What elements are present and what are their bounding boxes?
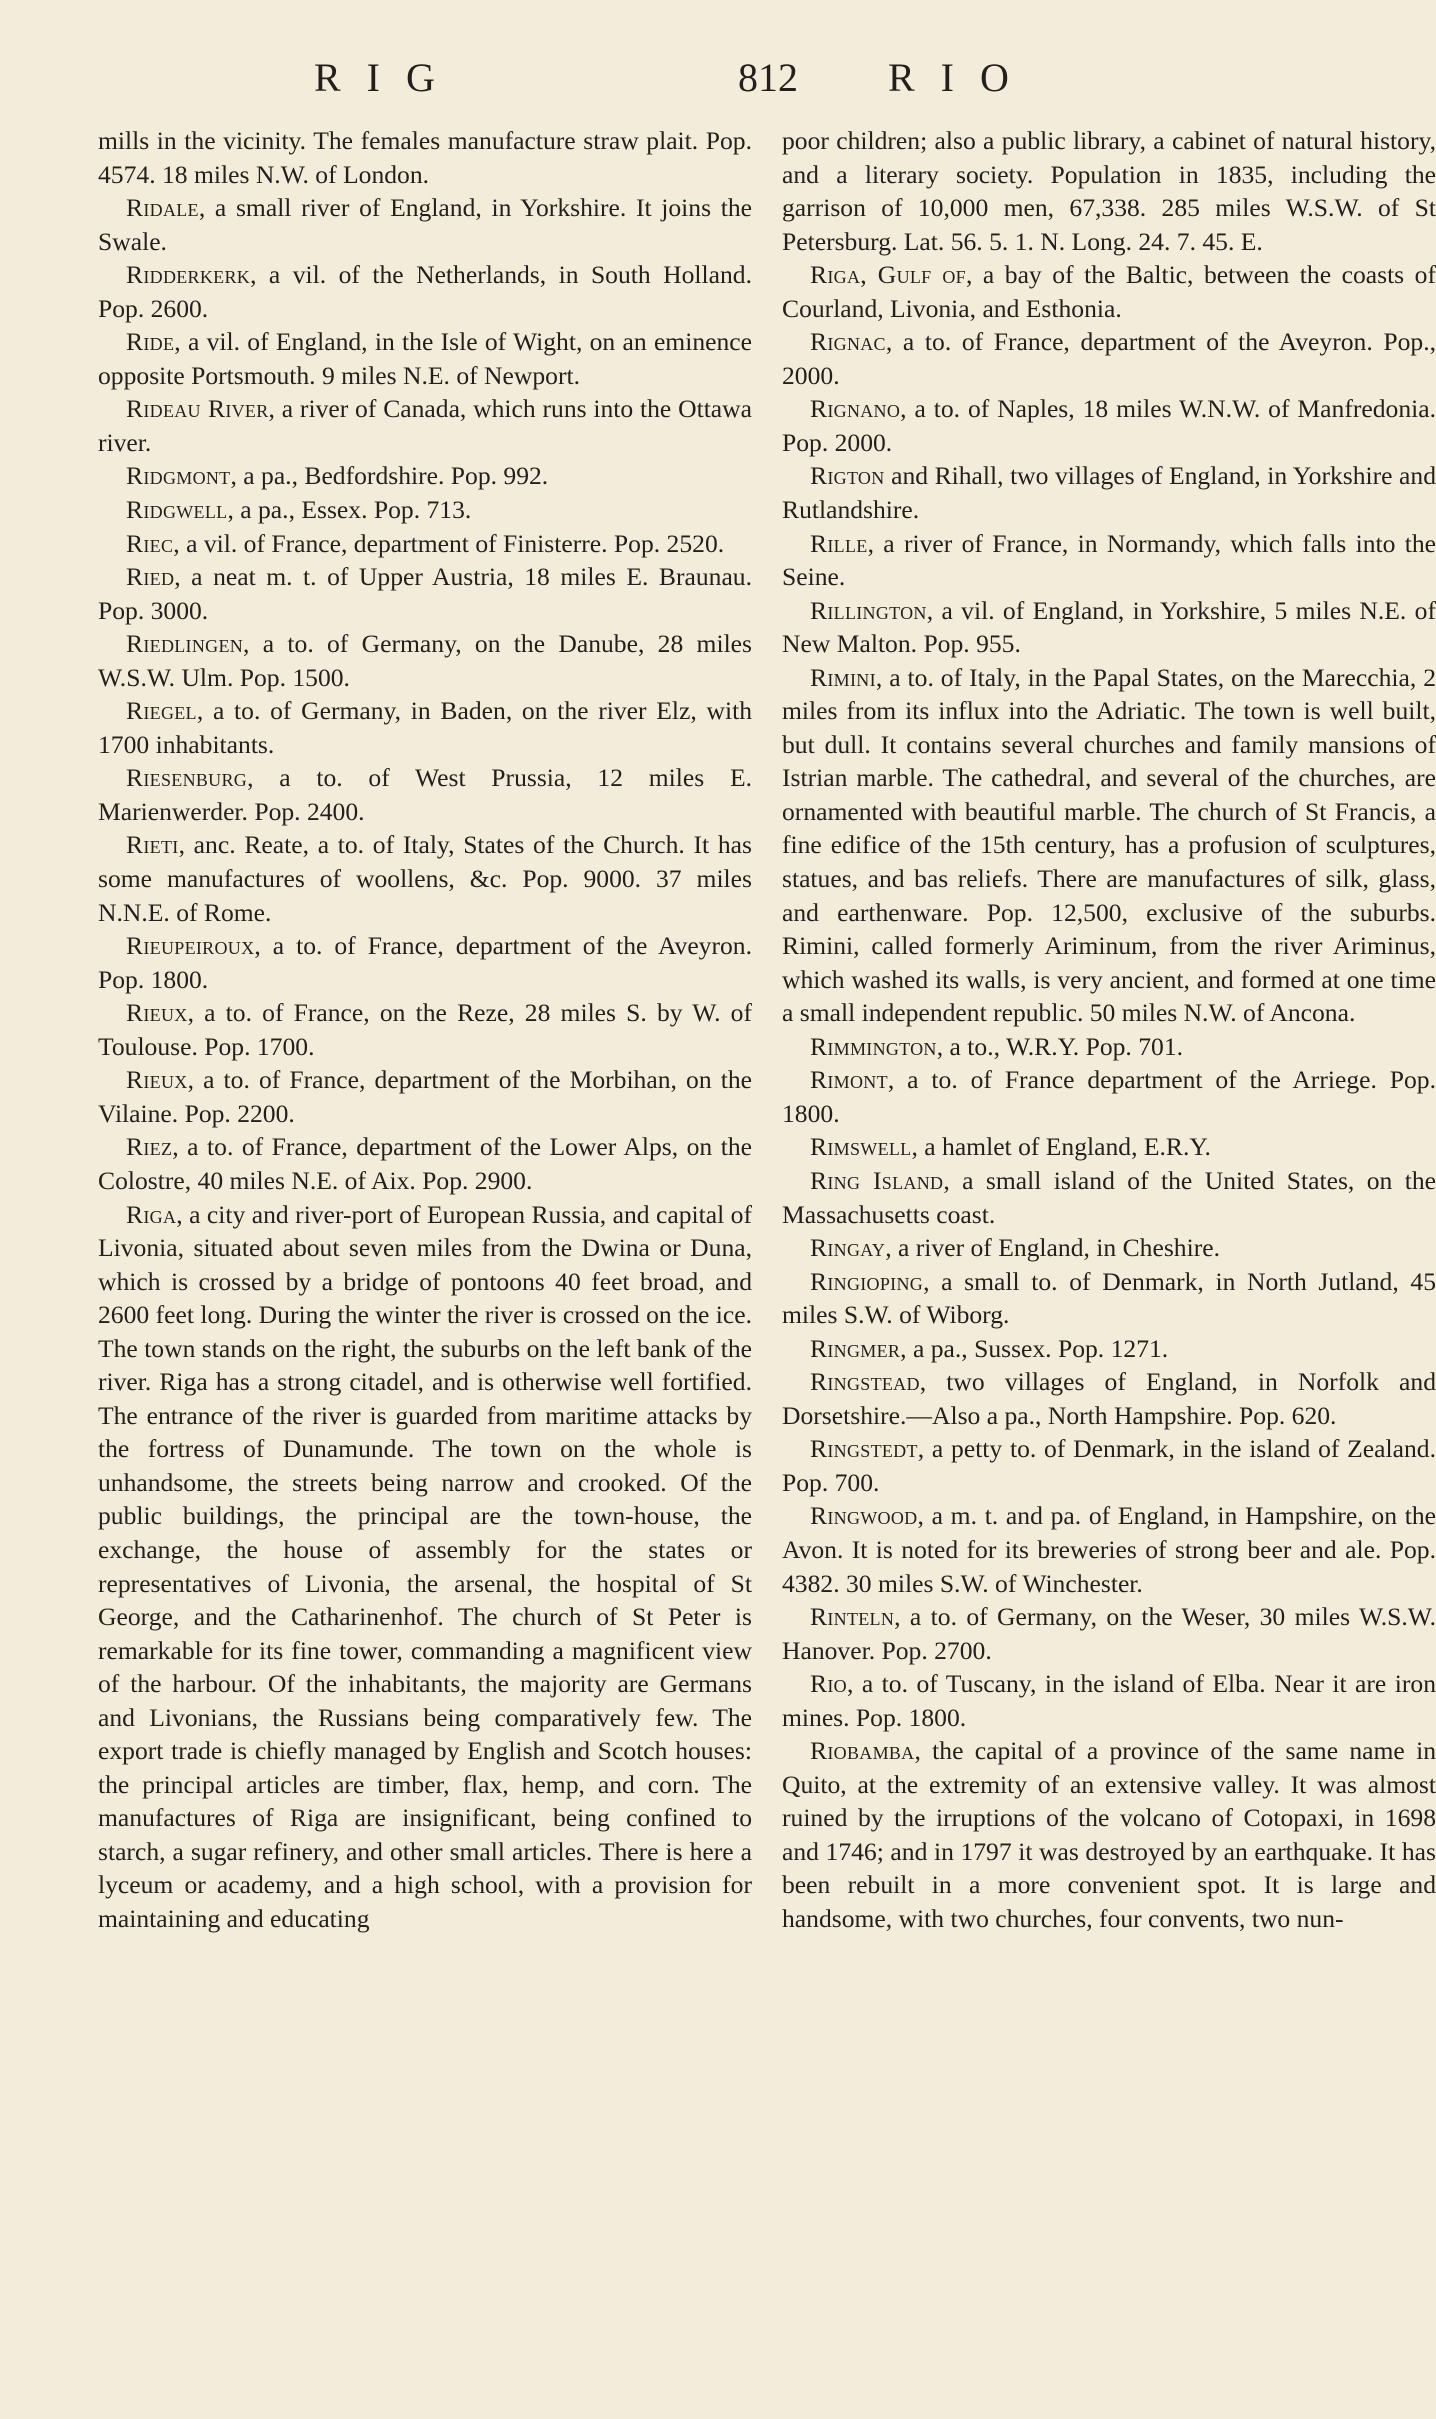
entry-headword: Ridale	[126, 193, 199, 223]
entry-headword: Riedlingen	[126, 629, 244, 659]
gazetteer-entry	[98, 1198, 752, 1936]
gazetteer-entry	[98, 929, 752, 996]
gazetteer-entry	[98, 258, 752, 325]
entry-headword: Ridderkerk	[126, 260, 251, 290]
entry-text: , a river of France, in Normandy, which falls into the Seine.	[782, 528, 1436, 592]
entry-headword: Ringstead	[810, 1367, 920, 1397]
entry-text: , a small river of England, in Yorkshire. It joins the Swale.	[98, 193, 752, 256]
gazetteer-entry	[98, 191, 752, 258]
entry-text: mills in the vicinity. The females manufacture straw plait. Pop. 4574. 18 miles N.W. of London.	[98, 126, 752, 189]
gazetteer-entry	[782, 258, 1436, 325]
gazetteer-entry	[782, 1231, 1436, 1265]
entry-text: , a vil. of England, in the Isle of Wight, on an eminence opposite Portsmouth. 9 miles N.E. of Newport.	[98, 327, 752, 390]
entry-headword: Rieux	[126, 1065, 188, 1095]
entry-text: , a hamlet of England, E.R.Y.	[911, 1132, 1211, 1162]
gazetteer-entry	[782, 1734, 1436, 1935]
entry-text: , a to. of Germany, on the Weser, 30 miles W.S.W. Hanover. Pop. 2700.	[782, 1602, 1436, 1665]
gazetteer-entry	[98, 493, 752, 527]
entry-headword: Rio	[810, 1669, 847, 1699]
entry-text: , a vil. of France, department of Finisterre. Pop. 2520.	[173, 528, 725, 558]
running-header	[96, 54, 1436, 114]
entry-headword: Ringioping	[810, 1266, 924, 1296]
gazetteer-entry	[782, 1265, 1436, 1332]
gazetteer-entry	[782, 1600, 1436, 1667]
entry-headword: Ringay	[810, 1233, 886, 1263]
gazetteer-entry	[782, 392, 1436, 459]
entry-text: , anc. Reate, a to. of Italy, States of the Church. It has some manufactures of woollens, &c. Pop. 9000. 37 miles N.N.E. of Rome.	[98, 830, 752, 927]
entry-headword: Ride	[126, 327, 175, 357]
entry-text: , a vil. of the Netherlands, in South Holland. Pop. 2600.	[98, 260, 752, 323]
gazetteer-entry	[98, 527, 752, 561]
gazetteer-entry	[782, 1667, 1436, 1734]
entry-text: and Rihall, two villages of England, in Yorkshire and Rutlandshire.	[782, 461, 1436, 525]
entry-text: , two villages of England, in Norfolk and Dorsetshire.—Also a pa., North Hampshire. Pop. 620.	[782, 1367, 1436, 1430]
entry-headword: Rieupeiroux	[126, 931, 255, 961]
gazetteer-entry	[782, 1332, 1436, 1366]
entry-headword: Riegel	[126, 696, 197, 726]
gazetteer-entry	[98, 459, 752, 493]
gazetteer-entry	[782, 1164, 1436, 1231]
entry-headword: Ridgwell	[126, 495, 228, 525]
entry-text: , a small island of the United States, on the Massachusetts coast.	[782, 1165, 1436, 1229]
gazetteer-entry	[782, 1063, 1436, 1130]
entry-text: , a river of England, in Cheshire.	[885, 1233, 1220, 1263]
entry-text: , a to. of Tuscany, in the island of Elba. Near it are iron mines. Pop. 1800.	[782, 1669, 1436, 1732]
entry-text: , a pa., Sussex. Pop. 1271.	[900, 1333, 1169, 1363]
gazetteer-entry	[98, 560, 752, 627]
gazetteer-entry	[98, 325, 752, 392]
header-right-guide-word: RIO	[888, 55, 1035, 100]
gazetteer-entry	[782, 124, 1436, 258]
entry-text: , a river of Canada, which runs into the Ottawa river.	[98, 394, 753, 457]
entry-headword: Riec	[126, 528, 174, 558]
entry-headword: Riez	[126, 1132, 173, 1162]
header-left-guide-word: RIG	[314, 55, 461, 100]
left-column	[98, 124, 752, 1936]
entry-headword: Ried	[126, 562, 175, 592]
entry-text: , a pa., Bedfordshire. Pop. 992.	[230, 461, 549, 491]
entry-headword: Rignano	[810, 394, 901, 424]
gazetteer-entry	[98, 124, 752, 191]
entry-text: , a petty to. of Denmark, in the island of Zealand. Pop. 700.	[782, 1434, 1436, 1497]
entry-text: , the capital of a province of the same name in Quito, at the extremity of an extensive valley. It was almost ruined by the irruptions of the volcano of Cotopaxi, in 1698 and 1746; and in 1797 it was destroyed by an earthquake. It has been rebuilt in a more convenient spot. It is large and handsome, with two churches, four convents, two nun-	[782, 1736, 1436, 1933]
entry-text: , a pa., Essex. Pop. 713.	[227, 495, 472, 525]
gazetteer-entry	[98, 1130, 752, 1197]
entry-text: , a to. of France department of the Arriege. Pop. 1800.	[782, 1065, 1436, 1128]
gazetteer-entry	[782, 1499, 1436, 1600]
entry-headword: Ringstedt	[810, 1434, 918, 1464]
entry-text: , a to. of France, department of the Morbihan, on the Vilaine. Pop. 2200.	[98, 1065, 752, 1128]
gazetteer-entry	[782, 527, 1436, 594]
entry-headword: Rieux	[126, 998, 188, 1028]
entry-text: , a vil. of England, in Yorkshire, 5 miles N.E. of New Malton. Pop. 955.	[782, 595, 1436, 659]
gazetteer-entry	[98, 996, 752, 1063]
entry-headword: Riobamba	[810, 1736, 915, 1766]
entry-headword: Rimini	[810, 662, 876, 692]
page-number: 812	[738, 55, 798, 100]
entry-text: , a to. of France, on the Reze, 28 miles S. by W. of Toulouse. Pop. 1700.	[98, 998, 752, 1061]
gazetteer-entry	[782, 1365, 1436, 1432]
gazetteer-entry	[782, 325, 1436, 392]
gazetteer-entry	[782, 1130, 1436, 1164]
entry-headword: Riga	[126, 1199, 177, 1229]
entry-headword: Rignac	[810, 327, 886, 357]
gazetteer-entry	[98, 761, 752, 828]
entry-text: , a to. of France, department of the Aveyron. Pop., 2000.	[782, 327, 1436, 390]
gazetteer-entry	[782, 594, 1436, 661]
entry-headword: Rillington	[810, 595, 927, 625]
entry-headword: Ring Island	[810, 1165, 944, 1195]
gazetteer-entry	[98, 694, 752, 761]
gazetteer-entry	[98, 392, 752, 459]
entry-headword: Riga, Gulf of	[810, 260, 966, 290]
gazetteer-entry	[782, 1030, 1436, 1064]
entry-text: , a to. of France, department of the Aveyron. Pop. 1800.	[98, 931, 752, 994]
entry-text: , a to. of France, department of the Lower Alps, on the Colostre, 40 miles N.E. of Aix. Pop. 2900.	[98, 1132, 752, 1195]
entry-text: , a m. t. and pa. of England, in Hampshire, on the Avon. It is noted for its breweries of strong beer and ale. Pop. 4382. 30 miles S.W. of Winchester.	[782, 1501, 1436, 1598]
entry-text: , a city and river-port of European Russia, and capital of Livonia, situated about seven miles from the Dwina or Duna, which is crossed by a bridge of pontoons 40 feet broad, and 2600 feet long. During the winter the river is crossed on the ice. The town stands on the right, the suburbs on the left bank of the river. Riga has a strong citadel, and is otherwise well fortified. The entrance of the river is guarded from maritime attacks by the fortress of Dunamunde. The town on the whole is unhandsome, the streets being narrow and crooked. Of the public buildings, the principal are the town-house, the exchange, the house of assembly for the states or representatives of Livonia, the arsenal, the hospital of St George, and the Catharinenhof. The church of St Peter is remarkable for its fine tower, commanding a magnificent view of the harbour. Of the inhabitants, the majority are Germans and Livonians, the Russians being comparatively few. The export trade is chiefly managed by English and Scotch houses: the principal articles are timber, flax, hemp, and corn. The manufactures of Riga are insignificant, being confined to starch, a sugar refinery, and other small articles. There is here a lyceum or academy, and a high school, with a provision for maintaining and educating	[98, 1199, 752, 1933]
gazetteer-entry	[98, 1063, 752, 1130]
entry-headword: Rimont	[810, 1065, 888, 1095]
entry-text: poor children; also a public library, a cabinet of natural history, and a literary society. Population in 1835, including the garrison of 10,000 men, 67,338. 285 miles W.S.W. of St Petersburg. Lat. 56. 5. 1. N. Long. 24. 7. 45. E.	[782, 126, 1436, 256]
entry-text: , a to. of Germany, in Baden, on the river Elz, with 1700 inhabitants.	[98, 696, 752, 759]
gazetteer-entry	[98, 828, 752, 929]
entry-text: , a bay of the Baltic, between the coasts of Courland, Livonia, and Esthonia.	[782, 260, 1436, 323]
entry-headword: Rinteln	[810, 1602, 895, 1632]
entry-text: , a to. of West Prussia, 12 miles E. Marienwerder. Pop. 2400.	[98, 763, 752, 826]
entry-headword: Ridgmont	[126, 461, 231, 491]
entry-headword: Ringmer	[810, 1333, 901, 1363]
entry-headword: Rigton	[810, 461, 885, 491]
entry-headword: Rideau River	[126, 394, 269, 424]
entry-text: , a small to. of Denmark, in North Jutland, 45 miles S.W. of Wiborg.	[782, 1266, 1436, 1330]
entry-text: , a to., W.R.Y. Pop. 701.	[936, 1031, 1184, 1061]
entry-text: , a to. of Germany, on the Danube, 28 miles W.S.W. Ulm. Pop. 1500.	[98, 629, 752, 692]
entry-headword: Rille	[810, 528, 868, 558]
entry-headword: Ringwood	[810, 1501, 918, 1531]
entry-text: , a to. of Naples, 18 miles W.N.W. of Manfredonia. Pop. 2000.	[782, 394, 1436, 457]
gazetteer-entry	[782, 1432, 1436, 1499]
entry-text: , a to. of Italy, in the Papal States, on the Marecchia, 2 miles from its influx into the Adriatic. The town is well built, but dull. It contains several churches and family mansions of Istrian marble. The cathedral, and several of the churches, are ornamented with beautiful marble. The church of St Francis, a fine edifice of the 15th century, has a profusion of sculptures, statues, and bas reliefs. There are manufactures of silk, glass, and earthenware. Pop. 12,500, exclusive of the suburbs. Rimini, called formerly Ariminum, from the river Ariminus, which washed its walls, is very ancient, and formed at one time a small independent republic. 50 miles N.W. of Ancona.	[782, 662, 1436, 1028]
entry-headword: Rimswell	[810, 1132, 912, 1162]
gazetteer-entry	[782, 459, 1436, 526]
gazetteer-entry	[782, 661, 1436, 1030]
entry-headword: Rieti	[126, 830, 179, 860]
gazetteer-entry	[98, 627, 752, 694]
entry-headword: Riesenburg	[126, 763, 248, 793]
right-column	[782, 124, 1436, 1936]
entry-text: , a neat m. t. of Upper Austria, 18 miles E. Braunau. Pop. 3000.	[98, 562, 752, 625]
entry-headword: Rimmington	[810, 1031, 937, 1061]
